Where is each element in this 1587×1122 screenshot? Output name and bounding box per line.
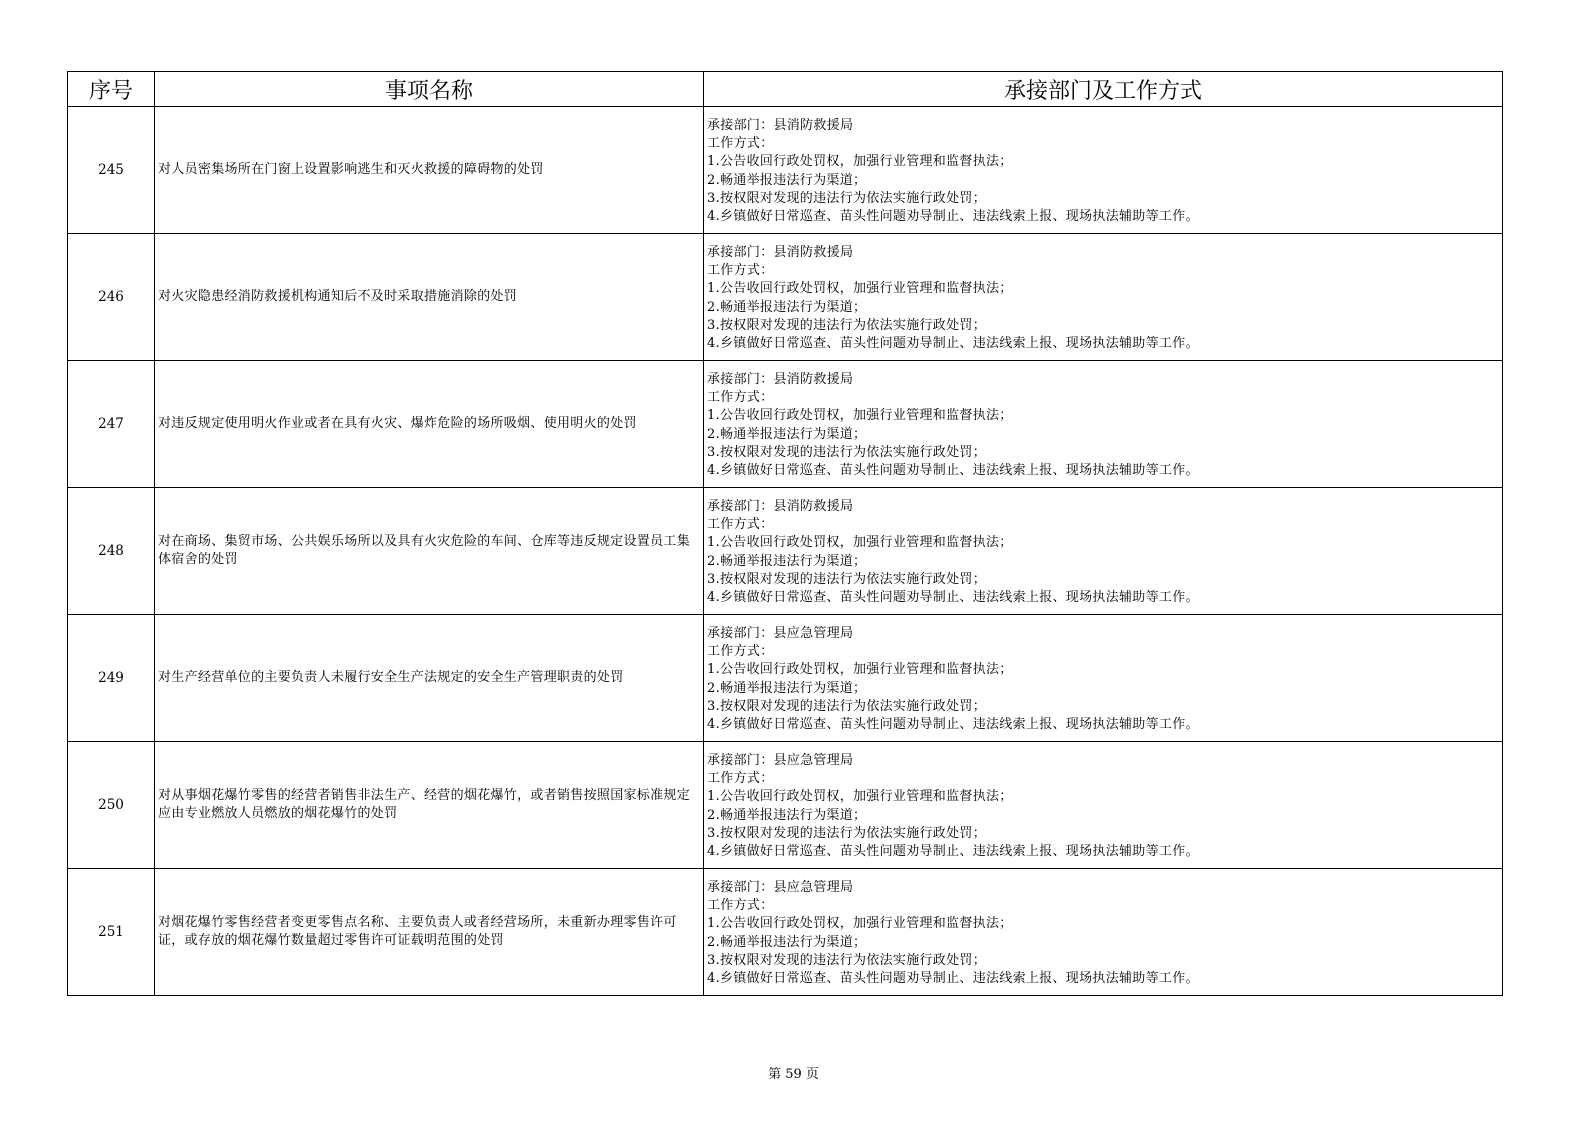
dept-line: 承接部门：县应急管理局 (707, 880, 854, 895)
page-number: 第 59 页 (768, 1067, 819, 1082)
dept-line: 工作方式： (707, 136, 774, 152)
row-serial-number: 247 (68, 361, 155, 488)
row-department-method (704, 488, 1503, 615)
dept-line: 2.畅通举报违法行为渠道； (707, 172, 867, 188)
dept-line: 工作方式： (707, 263, 774, 279)
dept-line: 承接部门：县消防救援局 (707, 118, 854, 133)
dept-line: 2.畅通举报违法行为渠道； (707, 680, 867, 696)
header-item-name: 事项名称 (155, 72, 704, 107)
dept-line: 3.按权限对发现的违法行为依法实施行政处罚； (707, 952, 987, 968)
dept-line: 2.畅通举报违法行为渠道； (707, 553, 867, 569)
dept-line: 1.公告收回行政处罚权，加强行业管理和监督执法； (707, 916, 1013, 932)
dept-line: 工作方式： (707, 771, 774, 787)
row-item-name: 对火灾隐患经消防救援机构通知后不及时采取措施消除的处罚 (155, 234, 704, 361)
dept-line: 4.乡镇做好日常巡查、苗头性问题劝导制止、违法线索上报、现场执法辅助等工作。 (707, 209, 1199, 225)
row-serial-number: 249 (68, 615, 155, 742)
header-department-method: 承接部门及工作方式 (704, 72, 1503, 107)
dept-line: 2.畅通举报违法行为渠道； (707, 426, 867, 442)
row-department-method (704, 869, 1503, 996)
table-row (68, 234, 1503, 361)
dept-line: 4.乡镇做好日常巡查、苗头性问题劝导制止、违法线索上报、现场执法辅助等工作。 (707, 971, 1199, 987)
table-row (68, 361, 1503, 488)
row-serial-number: 250 (68, 742, 155, 869)
row-serial-number: 248 (68, 488, 155, 615)
table-row (68, 488, 1503, 615)
row-serial-number: 251 (68, 869, 155, 996)
dept-line: 工作方式： (707, 517, 774, 533)
matters-table (67, 71, 1503, 996)
dept-line: 工作方式： (707, 390, 774, 406)
row-item-name: 对从事烟花爆竹零售的经营者销售非法生产、经营的烟花爆竹，或者销售按照国家标准规定应由专业燃放人员燃放的烟花爆竹的处罚 (155, 742, 704, 869)
dept-line: 承接部门：县应急管理局 (707, 753, 854, 768)
header-serial-number: 序号 (68, 72, 155, 107)
dept-line: 1.公告收回行政处罚权，加强行业管理和监督执法； (707, 789, 1013, 805)
table-row (68, 107, 1503, 234)
dept-line: 3.按权限对发现的违法行为依法实施行政处罚； (707, 317, 987, 333)
dept-line: 4.乡镇做好日常巡查、苗头性问题劝导制止、违法线索上报、现场执法辅助等工作。 (707, 336, 1199, 352)
dept-line: 1.公告收回行政处罚权，加强行业管理和监督执法； (707, 281, 1013, 297)
table-body (68, 107, 1503, 996)
row-item-name: 对人员密集场所在门窗上设置影响逃生和灭火救援的障碍物的处罚 (155, 107, 704, 234)
row-serial-number: 245 (68, 107, 155, 234)
dept-line: 3.按权限对发现的违法行为依法实施行政处罚； (707, 571, 987, 587)
row-item-name: 对在商场、集贸市场、公共娱乐场所以及具有火灾危险的车间、仓库等违反规定设置员工集体宿舍的处罚 (155, 488, 704, 615)
dept-line: 3.按权限对发现的违法行为依法实施行政处罚； (707, 825, 987, 841)
dept-line: 3.按权限对发现的违法行为依法实施行政处罚； (707, 444, 987, 460)
row-department-method (704, 234, 1503, 361)
row-department-method (704, 615, 1503, 742)
dept-line: 承接部门：县消防救援局 (707, 499, 854, 514)
dept-line: 2.畅通举报违法行为渠道； (707, 934, 867, 950)
dept-line: 2.畅通举报违法行为渠道； (707, 807, 867, 823)
dept-line: 3.按权限对发现的违法行为依法实施行政处罚； (707, 698, 987, 714)
row-department-method (704, 361, 1503, 488)
dept-line: 1.公告收回行政处罚权，加强行业管理和监督执法； (707, 408, 1013, 424)
table-row (68, 869, 1503, 996)
row-department-method (704, 107, 1503, 234)
row-item-name: 对违反规定使用明火作业或者在具有火灾、爆炸危险的场所吸烟、使用明火的处罚 (155, 361, 704, 488)
dept-line: 1.公告收回行政处罚权，加强行业管理和监督执法； (707, 154, 1013, 170)
dept-line: 承接部门：县消防救援局 (707, 245, 854, 260)
row-department-method (704, 742, 1503, 869)
dept-line: 2.畅通举报违法行为渠道； (707, 299, 867, 315)
table-row (68, 615, 1503, 742)
dept-line: 工作方式： (707, 898, 774, 914)
dept-line: 3.按权限对发现的违法行为依法实施行政处罚； (707, 190, 987, 206)
row-item-name: 对生产经营单位的主要负责人未履行安全生产法规定的安全生产管理职责的处罚 (155, 615, 704, 742)
table-row (68, 742, 1503, 869)
dept-line: 1.公告收回行政处罚权，加强行业管理和监督执法； (707, 662, 1013, 678)
dept-line: 1.公告收回行政处罚权，加强行业管理和监督执法； (707, 535, 1013, 551)
row-item-name: 对烟花爆竹零售经营者变更零售点名称、主要负责人或者经营场所，未重新办理零售许可证，或存放的烟花爆竹数量超过零售许可证载明范围的处罚 (155, 869, 704, 996)
dept-line: 工作方式： (707, 644, 774, 660)
dept-line: 4.乡镇做好日常巡查、苗头性问题劝导制止、违法线索上报、现场执法辅助等工作。 (707, 590, 1199, 606)
dept-line: 4.乡镇做好日常巡查、苗头性问题劝导制止、违法线索上报、现场执法辅助等工作。 (707, 844, 1199, 860)
dept-line: 4.乡镇做好日常巡查、苗头性问题劝导制止、违法线索上报、现场执法辅助等工作。 (707, 717, 1199, 733)
row-serial-number: 246 (68, 234, 155, 361)
table-header-row (68, 72, 1503, 107)
dept-line: 承接部门：县应急管理局 (707, 626, 854, 641)
dept-line: 承接部门：县消防救援局 (707, 372, 854, 387)
dept-line: 4.乡镇做好日常巡查、苗头性问题劝导制止、违法线索上报、现场执法辅助等工作。 (707, 463, 1199, 479)
